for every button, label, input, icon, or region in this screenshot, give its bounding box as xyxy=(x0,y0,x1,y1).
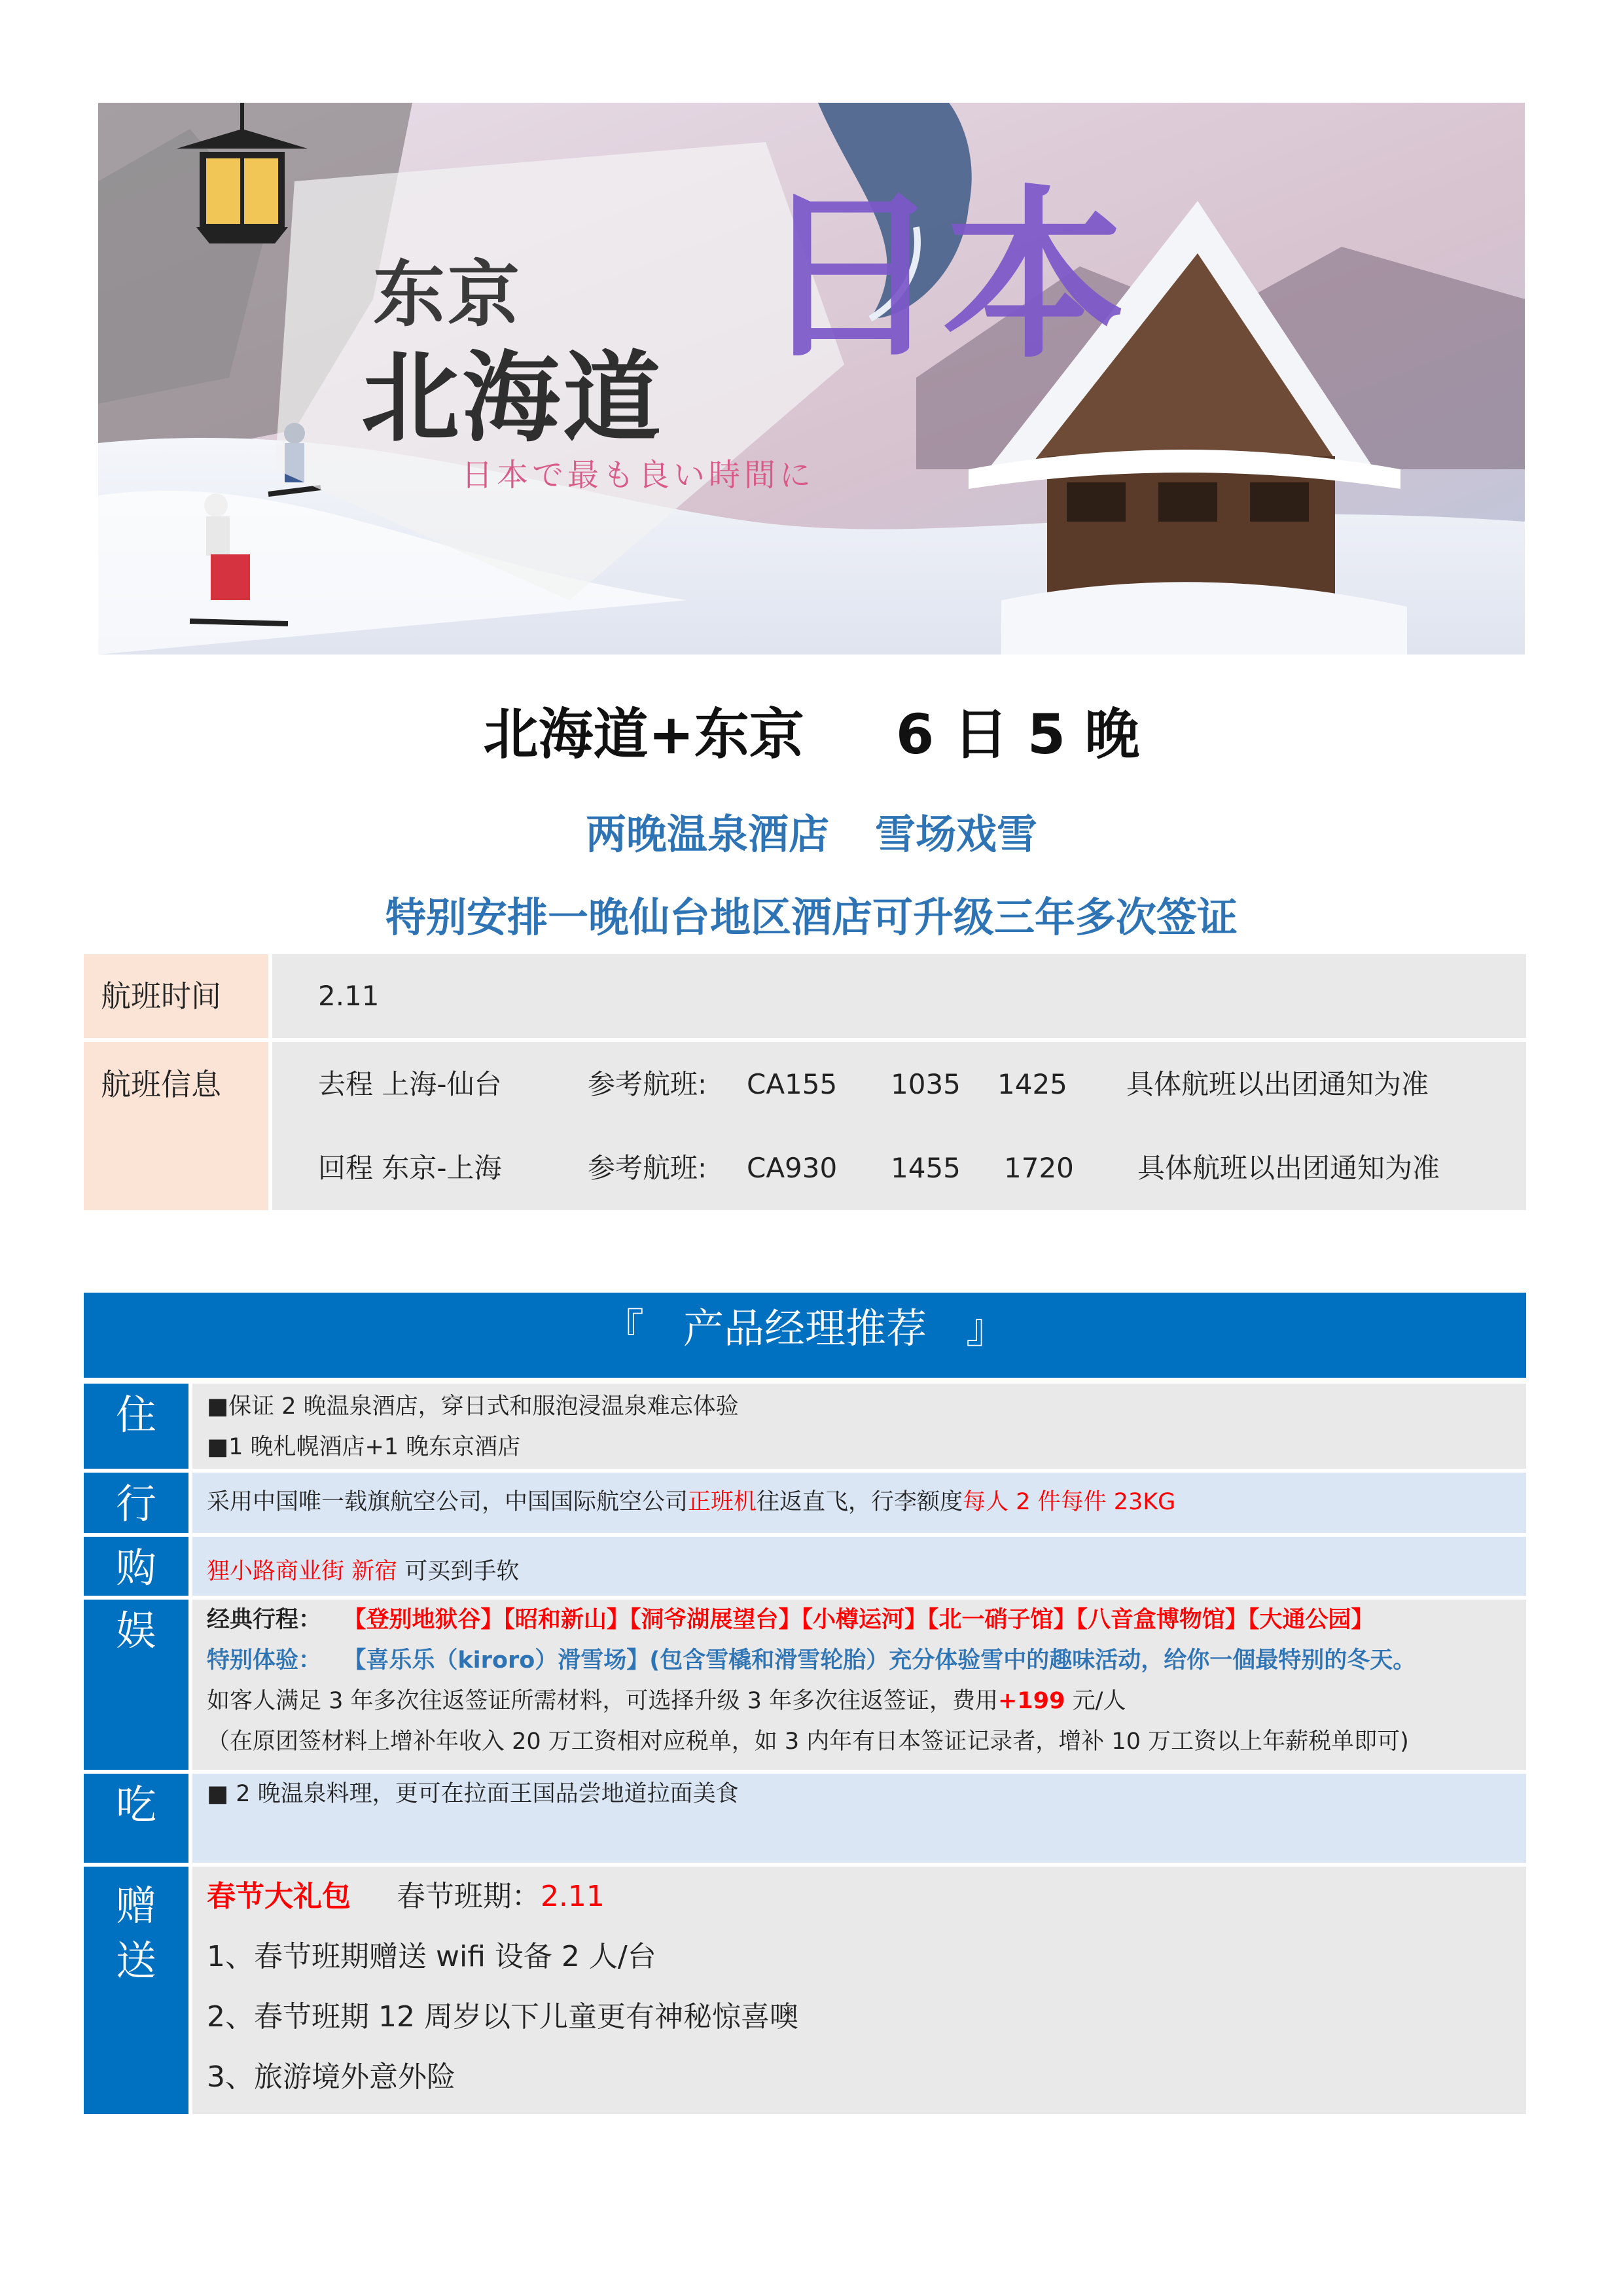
category-gifts-char-2: 送 xyxy=(115,1936,156,1984)
visa-text: 如客人满足 3 年多次往返签证所需材料，可选择升级 3 年多次往返签证，费用 xyxy=(207,1688,999,1714)
row-gifts xyxy=(84,1867,1526,2114)
tour-highlights xyxy=(0,802,1623,860)
outbound-route: 去程 上海-仙台 xyxy=(318,1068,502,1100)
recommend-title: 产品经理推荐 xyxy=(683,1304,927,1352)
shopping-places: 狸小路商业街 新宿 xyxy=(207,1558,398,1585)
gift-item-3: 3、旅游境外意外险 xyxy=(207,2060,455,2094)
gift-header xyxy=(207,1867,1526,1927)
stay-line-1: ■保证 2 晚温泉酒店，穿日式和服泡浸温泉难忘体验 xyxy=(207,1393,739,1420)
classic-itinerary xyxy=(207,1600,1526,1640)
classic-label: 经典行程： xyxy=(207,1607,322,1633)
transport-highlight-2: 每人 2 件每件 23KG xyxy=(963,1489,1176,1515)
gift-item-2: 2、春节班期 12 周岁以下儿童更有神秘惊喜噢 xyxy=(207,2000,798,2034)
outbound-note: 具体航班以出团通知为准 xyxy=(1126,1068,1429,1100)
category-entertainment: 娱 xyxy=(84,1600,188,1770)
transport-content xyxy=(192,1473,1526,1533)
dining-line: ■ 2 晚温泉料理，更可在拉面王国品尝地道拉面美食 xyxy=(207,1781,739,1807)
outbound-flight xyxy=(318,1066,1526,1103)
tour-special-note: 特别安排一晚仙台地区酒店可升级三年多次签证 xyxy=(385,893,1238,941)
special-label: 特别体验： xyxy=(207,1647,322,1674)
gifts-content xyxy=(192,1867,1526,2114)
stay-line-2: ■1 晚札幌酒店+1 晚东京酒店 xyxy=(207,1434,521,1460)
return-departure: 1455 xyxy=(891,1152,961,1184)
recommend-header xyxy=(84,1293,1526,1378)
gift-pack: 春节大礼包 xyxy=(207,1880,351,1913)
flight-info-row xyxy=(84,1042,1526,1210)
visa-upgrade xyxy=(207,1681,1526,1721)
category-shopping: 购 xyxy=(84,1537,188,1596)
gift-item-1: 1、春节班期赠送 wifi 设备 2 人/台 xyxy=(207,1940,656,1973)
outbound-ref-label: 参考航班: xyxy=(588,1068,707,1100)
recommend-bracket-open: 『 xyxy=(603,1304,644,1352)
tour-title xyxy=(0,691,1623,770)
category-gifts xyxy=(84,1867,188,2114)
banner-line-tokyo: 东京 xyxy=(373,252,522,336)
row-transport xyxy=(84,1473,1526,1533)
flight-table xyxy=(84,954,1526,1210)
hero-banner xyxy=(98,103,1525,655)
recommend-bracket-close: 』 xyxy=(966,1304,1007,1352)
flight-info-value xyxy=(272,1042,1526,1210)
category-transport: 行 xyxy=(84,1473,188,1533)
return-ref-label: 参考航班: xyxy=(588,1152,707,1184)
gift-period-label: 春节班期： xyxy=(396,1880,541,1913)
banner-big-japan: 日本 xyxy=(759,168,1126,384)
highlight-onsen: 两晚温泉酒店 xyxy=(585,810,829,858)
banner-line-hokkaido: 北海道 xyxy=(361,340,664,456)
transport-text-2: 往返直飞，行李额度 xyxy=(757,1489,963,1515)
return-flight xyxy=(318,1149,1526,1187)
return-route: 回程 东京-上海 xyxy=(318,1152,502,1184)
transport-line xyxy=(207,1482,1526,1522)
return-note: 具体航班以出团通知为准 xyxy=(1137,1152,1440,1184)
shopping-content xyxy=(192,1537,1526,1596)
tour-route: 北海道+东京 xyxy=(483,702,804,766)
shopping-text: 可买到手软 xyxy=(397,1558,520,1585)
row-stay xyxy=(84,1384,1526,1469)
transport-text-1: 采用中国唯一载旗航空公司，中国国际航空公司 xyxy=(207,1489,688,1515)
highlight-snow: 雪场戏雪 xyxy=(875,810,1038,858)
category-stay: 住 xyxy=(84,1384,188,1469)
row-entertainment xyxy=(84,1600,1526,1770)
transport-highlight-1: 正班机 xyxy=(688,1489,757,1515)
return-arrival: 1720 xyxy=(1004,1152,1074,1184)
special-detail: 【喜乐乐（kiroro）滑雪场】(包含雪橇和滑雪轮胎）充分体验雪中的趣味活动，给你一個最特别的冬天。 xyxy=(343,1647,1416,1674)
visa-price: +199 xyxy=(998,1688,1065,1714)
visa-unit: 元/人 xyxy=(1065,1688,1126,1714)
flight-time-row xyxy=(84,954,1526,1038)
row-dining xyxy=(84,1774,1526,1863)
stay-content xyxy=(192,1384,1526,1469)
shopping-line xyxy=(207,1551,1526,1592)
dining-content xyxy=(192,1774,1526,1863)
category-gifts-char-1: 赠 xyxy=(115,1882,156,1929)
tour-duration: 6 日 5 晚 xyxy=(895,702,1140,766)
flight-time-label: 航班时间 xyxy=(84,954,268,1038)
banner-tagline: 日本で最も良い時間に xyxy=(461,457,815,493)
outbound-flight-code: CA155 xyxy=(747,1068,838,1100)
return-flight-code: CA930 xyxy=(747,1152,838,1184)
flight-time-value: 2.11 xyxy=(272,954,1526,1038)
outbound-departure: 1035 xyxy=(891,1068,961,1100)
row-shopping xyxy=(84,1537,1526,1596)
flight-info-label: 航班信息 xyxy=(84,1042,268,1210)
category-dining: 吃 xyxy=(84,1774,188,1863)
special-experience xyxy=(207,1640,1526,1681)
entertainment-content xyxy=(192,1600,1526,1770)
visa-note: （在原团签材料上增补年收入 20 万工资相对应税单，如 3 内年有日本签证记录者，增补 10 万工资以上年薪税单即可) xyxy=(207,1729,1409,1755)
gift-period-value: 2.11 xyxy=(540,1880,605,1913)
outbound-arrival: 1425 xyxy=(997,1068,1067,1100)
classic-spots: 【登别地狱谷】【昭和新山】【洞爷湖展望台】【小樽运河】【北一硝子馆】【八音盒博物馆】【大通公园】 xyxy=(343,1607,1374,1633)
